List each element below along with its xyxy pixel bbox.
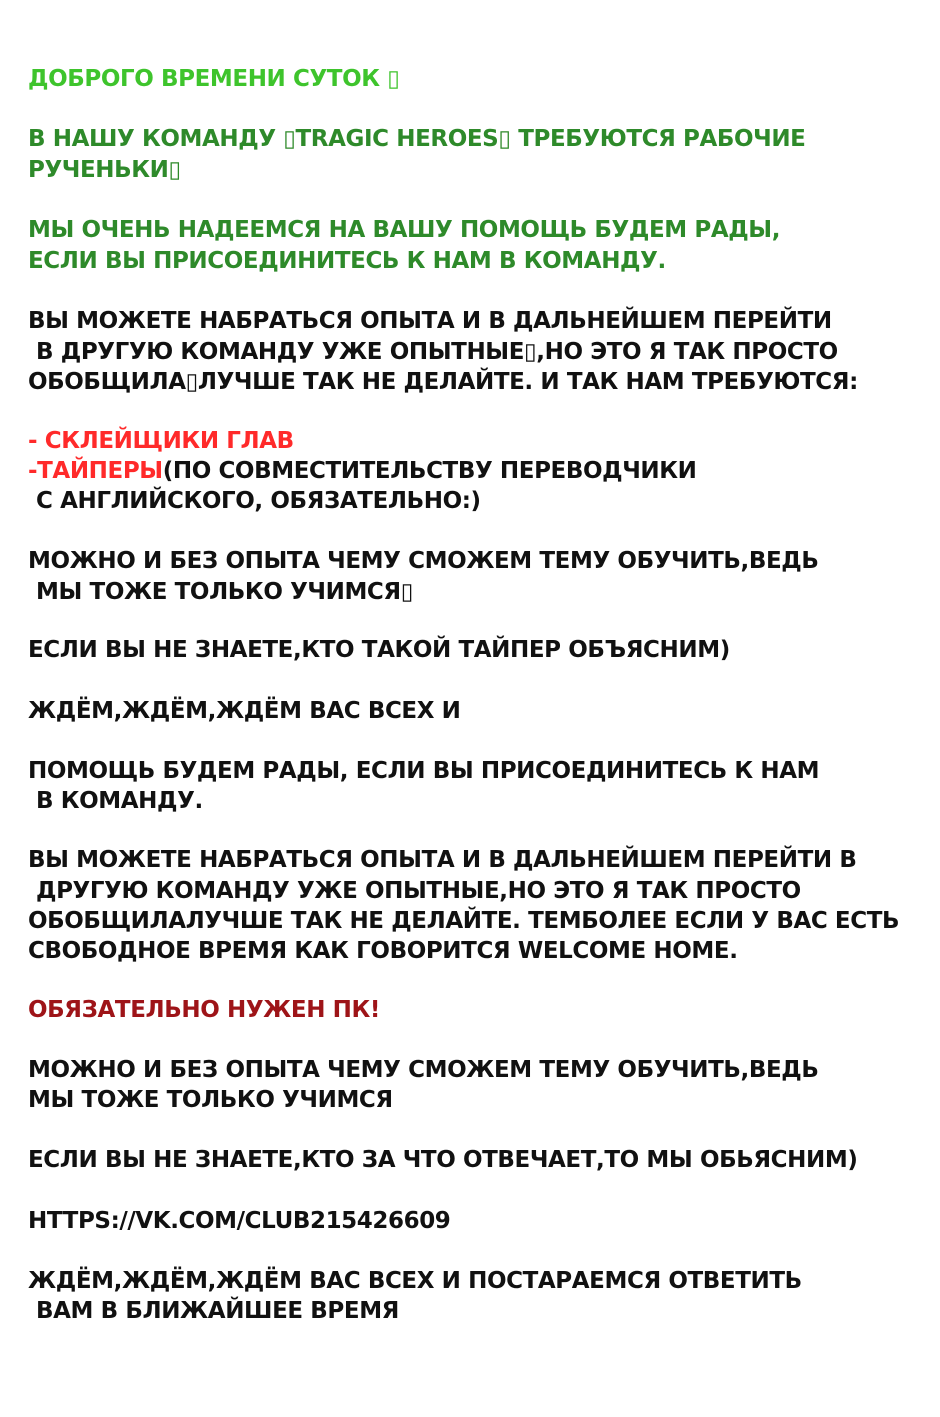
experience2-line-2: ДРУГУЮ КОМАНДУ УЖЕ ОПЫТНЫЕ,НО ЭТО Я ТАК ПРОСТО xyxy=(36,878,801,904)
role-typers-note: (ПО СОВМЕСТИТЕЛЬСТВУ ПЕРЕВОДЧИКИ xyxy=(162,458,697,484)
help-line-2: В КОМАНДУ. xyxy=(36,788,203,814)
vk-link[interactable]: HTTPS://VK.COM/CLUB215426609 xyxy=(28,1208,451,1234)
role-gluers: - СКЛЕЙЩИКИ ГЛАВ xyxy=(28,428,294,454)
experience-line-2: В ДРУГУЮ КОМАНДУ УЖЕ ОПЫТНЫЕ▯,НО ЭТО Я ТАК ПРОСТО xyxy=(36,339,838,365)
experience2-line-1: ВЫ МОЖЕТЕ НАБРАТЬСЯ ОПЫТА И В ДАЛЬНЕЙШЕМ ПЕРЕЙТИ В xyxy=(28,847,857,873)
greeting-line: ДОБРОГО ВРЕМЕНИ СУТОК ▯ xyxy=(28,66,400,92)
no-experience2-line-2: МЫ ТОЖЕ ТОЛЬКО УЧИМСЯ xyxy=(28,1087,393,1113)
final-line-1: ЖДЁМ,ЖДЁМ,ЖДЁМ ВАС ВСЕХ И ПОСТАРАЕМСЯ ОТВЕТИТЬ xyxy=(28,1268,802,1294)
team-line-2: РУЧЕНЬКИ▯ xyxy=(28,157,181,183)
experience2-line-3: ОБОБЩИЛАЛУЧШЕ ТАК НЕ ДЕЛАЙТЕ. ТЕМБОЛЕЕ ЕСЛИ У ВАС ЕСТЬ xyxy=(28,908,900,934)
help-line-1: ПОМОЩЬ БУДЕМ РАДЫ, ЕСЛИ ВЫ ПРИСОЕДИНИТЕСЬ К НАМ xyxy=(28,758,820,784)
hope-line-2: ЕСЛИ ВЫ ПРИСОЕДИНИТЕСЬ К НАМ В КОМАНДУ. xyxy=(28,248,666,274)
role-typers-note-2: С АНГЛИЙСКОГО, ОБЯЗАТЕЛЬНО:) xyxy=(36,488,481,514)
team-line-1: В НАШУ КОМАНДУ ▯TRAGIC HEROES▯ ТРЕБУЮТСЯ РАБОЧИЕ xyxy=(28,126,806,152)
experience-line-3: ОБОБЩИЛА▯ЛУЧШЕ ТАК НЕ ДЕЛАЙТЕ. И ТАК НАМ ТРЕБУЮТСЯ: xyxy=(28,369,858,395)
no-experience2-line-1: МОЖНО И БЕЗ ОПЫТА ЧЕМУ СМОЖЕМ ТЕМУ ОБУЧИТЬ,ВЕДЬ xyxy=(28,1057,819,1083)
role-typers-label: -ТАЙПЕРЫ xyxy=(28,458,163,484)
final-line-2: ВАМ В БЛИЖАЙШЕЕ ВРЕМЯ xyxy=(36,1298,399,1324)
no-experience-line-2: МЫ ТОЖЕ ТОЛЬКО УЧИМСЯ▯ xyxy=(36,579,413,605)
responsibility-explain-line: ЕСЛИ ВЫ НЕ ЗНАЕТЕ,КТО ЗА ЧТО ОТВЕЧАЕТ,ТО МЫ ОБЬЯСНИМ) xyxy=(28,1147,858,1173)
pc-required-line: ОБЯЗАТЕЛЬНО НУЖЕН ПК! xyxy=(28,997,381,1023)
waiting-line: ЖДЁМ,ЖДЁМ,ЖДЁМ ВАС ВСЕХ И xyxy=(28,698,461,724)
experience-line-1: ВЫ МОЖЕТЕ НАБРАТЬСЯ ОПЫТА И В ДАЛЬНЕЙШЕМ ПЕРЕЙТИ xyxy=(28,308,832,334)
typer-explain-line: ЕСЛИ ВЫ НЕ ЗНАЕТЕ,КТО ТАКОЙ ТАЙПЕР ОБЪЯСНИМ) xyxy=(28,637,730,663)
experience2-line-4: СВОБОДНОЕ ВРЕМЯ КАК ГОВОРИТСЯ WELCOME HOME. xyxy=(28,938,738,964)
role-typers xyxy=(28,456,697,486)
no-experience-line-1: МОЖНО И БЕЗ ОПЫТА ЧЕМУ СМОЖЕМ ТЕМУ ОБУЧИТЬ,ВЕДЬ xyxy=(28,548,819,574)
hope-line-1: МЫ ОЧЕНЬ НАДЕЕМСЯ НА ВАШУ ПОМОЩЬ БУДЕМ РАДЫ, xyxy=(28,217,781,243)
